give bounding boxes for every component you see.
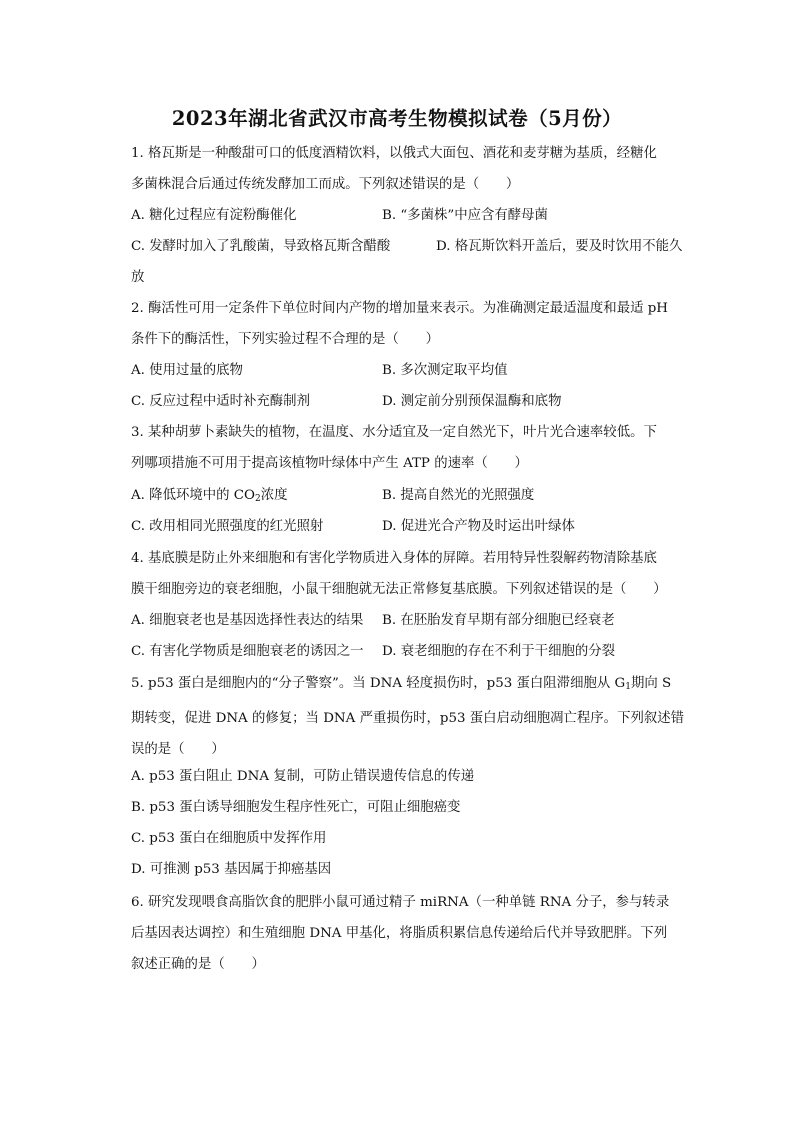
- question-2-option-c: C. 反应过程中适时补充酶制剂: [131, 394, 310, 409]
- question-4-option-a: A. 细胞衰老也是基因选择性表达的结果: [131, 613, 364, 628]
- question-5-option-a: A. p53 蛋白阻止 DNA 复制，可防止错误遗传信息的传递: [131, 769, 475, 784]
- question-3-option-b: B. 提高自然光的光照强度: [382, 488, 535, 503]
- question-5-options: [131, 761, 697, 885]
- question-1-stem: [131, 138, 697, 200]
- question-3-option-c: C. 改用相同光照强度的红光照射: [131, 519, 324, 534]
- question-5-option-b: B. p53 蛋白诱导细胞发生程序性死亡，可阻止细胞癌变: [131, 800, 461, 815]
- question-4-option-b: B. 在胚胎发育早期有部分细胞已经衰老: [382, 613, 615, 628]
- question-2-stem: [131, 293, 697, 355]
- g1-subscript: 1: [625, 682, 631, 692]
- question-5-stem: [131, 668, 697, 765]
- question-5-option-d: D. 可推测 p53 基因属于抑癌基因: [131, 862, 332, 877]
- question-1-options: [131, 200, 697, 293]
- question-2-line-2: 条件下的酶活性，下列实验过程不合理的是（ ）: [131, 332, 439, 347]
- question-1-line-1: 1. 格瓦斯是一种酸甜可口的低度酒精饮料，以俄式大面包、酒花和麦芽糖为基质，经糖化: [131, 146, 657, 161]
- question-6-line-3: 叙述正确的是（ ）: [131, 957, 265, 972]
- page-title: 2023年湖北省武汉市高考生物模拟试卷（5月份）: [171, 107, 623, 130]
- question-1-option-a: A. 糖化过程应有淀粉酶催化: [131, 208, 297, 223]
- question-1-option-c: C. 发酵时加入了乳酸菌，导致格瓦斯含醋酸: [131, 239, 391, 254]
- question-3-stem: [131, 417, 697, 479]
- question-1-option-b: B. “多菌株”中应含有酵母菌: [382, 208, 548, 223]
- question-2-option-d: D. 测定前分别预保温酶和底物: [382, 394, 562, 409]
- question-4-option-d: D. 衰老细胞的存在不利于干细胞的分裂: [382, 644, 616, 659]
- question-4-options: [131, 605, 697, 667]
- question-1-line-2: 多菌株混合后通过传统发酵加工而成。下列叙述错误的是（ ）: [131, 177, 520, 192]
- question-2-option-a: A. 使用过量的底物: [131, 363, 243, 378]
- question-4-line-2: 膜干细胞旁边的衰老细胞，小鼠干细胞就无法正常修复基底膜。下列叙述错误的是（ ）: [131, 582, 667, 597]
- question-2-option-b: B. 多次测定取平均值: [382, 363, 508, 378]
- question-1-option-d-cont: 放: [131, 270, 145, 285]
- question-2-line-1: 2. 酶活性可用一定条件下单位时间内产物的增加量来表示。为准确测定最适温度和最适 pH: [131, 301, 668, 316]
- question-3-line-1: 3. 某种胡萝卜素缺失的植物，在温度、水分适宜及一定自然光下，叶片光合速率较低。下: [131, 425, 657, 440]
- question-3-options: [131, 480, 697, 542]
- question-3-option-a-suffix: 浓度: [260, 488, 288, 503]
- question-3-option-a: [131, 480, 288, 515]
- question-6-stem: [131, 887, 697, 980]
- question-3-line-2: 列哪项措施不可用于提高该植物叶绿体中产生 ATP 的速率（ ）: [131, 456, 528, 471]
- question-5-line-1-suffix: 期向 S: [630, 676, 672, 691]
- question-1-option-d: D. 格瓦斯饮料开盖后，要及时饮用不能久: [436, 239, 683, 254]
- question-5-line-2: 期转变，促进 DNA 的修复；当 DNA 严重损伤时，p53 蛋白启动细胞凋亡程序。下列叙述错: [131, 711, 685, 726]
- question-6-line-2: 后基因表达调控）和生殖细胞 DNA 甲基化，将脂质积累信息传递给后代并导致肥胖。下列: [131, 926, 668, 941]
- question-6-line-1: 6. 研究发现喂食高脂饮食的肥胖小鼠可通过精子 miRNA（一种单链 RNA 分子，参与转录: [131, 895, 670, 910]
- question-5-line-1-text: 5. p53 蛋白是细胞内的“分子警察”。当 DNA 轻度损伤时，p53 蛋白阻滞细胞从 G: [131, 676, 626, 691]
- question-5-line-3: 误的是（ ）: [131, 742, 225, 757]
- question-3-option-d: D. 促进光合产物及时运出叶绿体: [382, 519, 575, 534]
- question-5-option-c: C. p53 蛋白在细胞质中发挥作用: [131, 831, 327, 846]
- question-4-option-c: C. 有害化学物质是细胞衰老的诱因之一: [131, 644, 364, 659]
- co2-subscript: 2: [255, 494, 261, 504]
- question-2-options: [131, 355, 697, 417]
- question-4-stem: [131, 543, 697, 605]
- question-3-option-a-text: A. 降低环境中的 CO: [131, 488, 256, 503]
- question-4-line-1: 4. 基底膜是防止外来细胞和有害化学物质进入身体的屏障。若用特异性裂解药物清除基底: [131, 551, 657, 566]
- question-5-line-1: [131, 668, 697, 703]
